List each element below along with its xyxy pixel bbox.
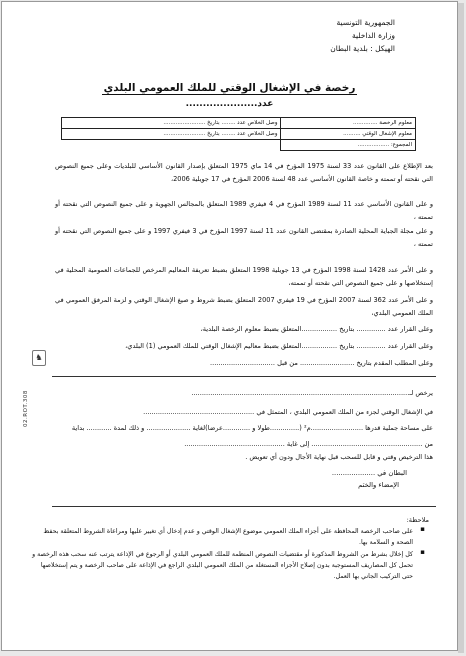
- signature-place: البطان في ....................: [331, 469, 407, 477]
- document-number: عدد.....................: [185, 99, 274, 109]
- header-municipality: الهيكل : بلدية البطان: [330, 44, 395, 53]
- note-item: على صاحب الرخصة المحافظة على أجزاء الملك العمومي موضوع الإشغال الوقتي و عدم إدخال أي تغيير عليها ومراعاة الشروط المتعلقة بحفظ الصحة و السلامة بها.: [43, 528, 413, 546]
- divider: [52, 506, 436, 507]
- header-republic: الجمهورية التونسية: [336, 18, 395, 27]
- grant-line: في الإشغال الوقتي لجزء من الملك العمومي البلدي ، المتمثل في .....................................................: [143, 408, 433, 416]
- grant-head: يرخص لـ........................................................................................................: [191, 389, 433, 397]
- signature-block: [332, 467, 407, 491]
- signature-label: الإمضاء والختم: [358, 481, 399, 489]
- grant-line: على مساحة جملية قدرها .........................م² (..............طولا و .............عرضا)لغاية ..................... و ذلك لمدة ............ بداية: [71, 424, 433, 432]
- fee-receipt: وصل الخلاص عدد ........ بتاريخ ........................: [62, 129, 281, 140]
- header-ministry: وزارة الداخلية: [351, 31, 395, 40]
- grant-line: هذا الترخيص وقتي و قابل للسحب قبل نهاية الأجال ودون أي تعويض .: [245, 453, 433, 461]
- fee-receipt: وصل الخلاص عدد ........ بتاريخ ........................: [62, 118, 281, 129]
- side-code: 02.ROT.308: [23, 390, 29, 427]
- divider: [52, 376, 436, 377]
- logo-mark: ♞: [32, 350, 46, 366]
- fee-label: معلوم الرخصة ..............: [281, 118, 416, 129]
- bullet-icon: ▪: [420, 548, 425, 556]
- fees-table: [61, 117, 416, 151]
- preamble-para: و على الأمر عدد 362 لسنة 2007 المؤرخ في 19 فيفري 2007 المتعلق بضبط شروط و صيغ الإشغال الوقتي و لزمة المرفق العمومي في الملك العمومي البلدي،: [55, 296, 434, 317]
- preamble-para: و على الأمر عدد 1428 لسنة 1998 المؤرخ في 13 جويلية 1998 المتعلق بضبط تعريفة المعاليم المرخص للجماعات العمومية المحلية في إستخلاصها و على جميع النصوص التي نقحته أو تممته،: [55, 266, 434, 287]
- fees-row: [62, 140, 416, 151]
- document-header: [215, 16, 395, 55]
- fees-row: [62, 129, 416, 140]
- grant-line: من ..................................................... إلى غاية ................................................: [184, 440, 433, 448]
- document-title: رخصة في الإشغال الوقتي للملك العمومي البلدي: [103, 82, 356, 94]
- bullet-icon: ▪: [420, 525, 425, 533]
- fee-label: معلوم الإشغال الوقتي ..........: [281, 129, 416, 140]
- reference-line: وعلى المطلب المقدم بتاريخ .......................... من قبل ...............................: [210, 359, 433, 367]
- preamble-para: بعد الإطلاع على القانون عدد 33 لسنة 1975 المؤرخ في 14 ماي 1975 المتعلق بإصدار القانون الأساسي للبلديات وعلى جميع النصوص التي نقحته أو تممته و خاصة القانون الأساسي عدد 48 لسنة 2006 المؤرخ في 17 جويلية 2006،: [55, 162, 433, 183]
- page-shadow: [458, 3, 464, 653]
- fees-row: [62, 118, 416, 129]
- preamble-para: و على مجلة الجباية المحلية الصادرة بمقتضى القانون عدد 11 لسنة 1997 المؤرخ في 3 فيفري 1997 و على جميع النصوص التي نقحته أو تممته ،: [55, 227, 434, 248]
- reference-line: وعلى القرار عدد .............. بتاريخ .................المتعلق بضبط معاليم الإشغال الوقتي للملك العمومي (1) البلدي،: [125, 342, 433, 350]
- document-page: [1, 1, 458, 651]
- note-item: كل إخلال بشرط من الشروط المذكورة أو مقتضيات النصوص المنظمة للملك العمومي البلدي أو الرجوع في الإذاعة يترتب عنه سحب هذه الرخصة و تحمل كل المصاريف المستوجبة بدون إصلاح الأجزاء المستغلة من الملك العمومي البلدي الراجع في الإذاعة على صاحب الرخصة و يتم إستخلاصها حتى التركيب الجاني بها العمل.: [32, 551, 413, 580]
- reference-line: وعلى القرار عدد .............. بتاريخ .................المتعلق بضبط معلوم الرخصة البلدية،: [200, 325, 433, 333]
- fee-empty: [62, 140, 281, 151]
- notes-heading: ملاحظة:: [406, 516, 429, 524]
- preamble-para: و على القانون الأساسي عدد 11 لسنة 1989 المؤرخ في 4 فيفري 1989 المتعلق بالمجالس الجهوية و على جميع النصوص التي نقحته أو تممته ،: [55, 200, 434, 221]
- fee-total: المجموع: ..................: [281, 140, 416, 151]
